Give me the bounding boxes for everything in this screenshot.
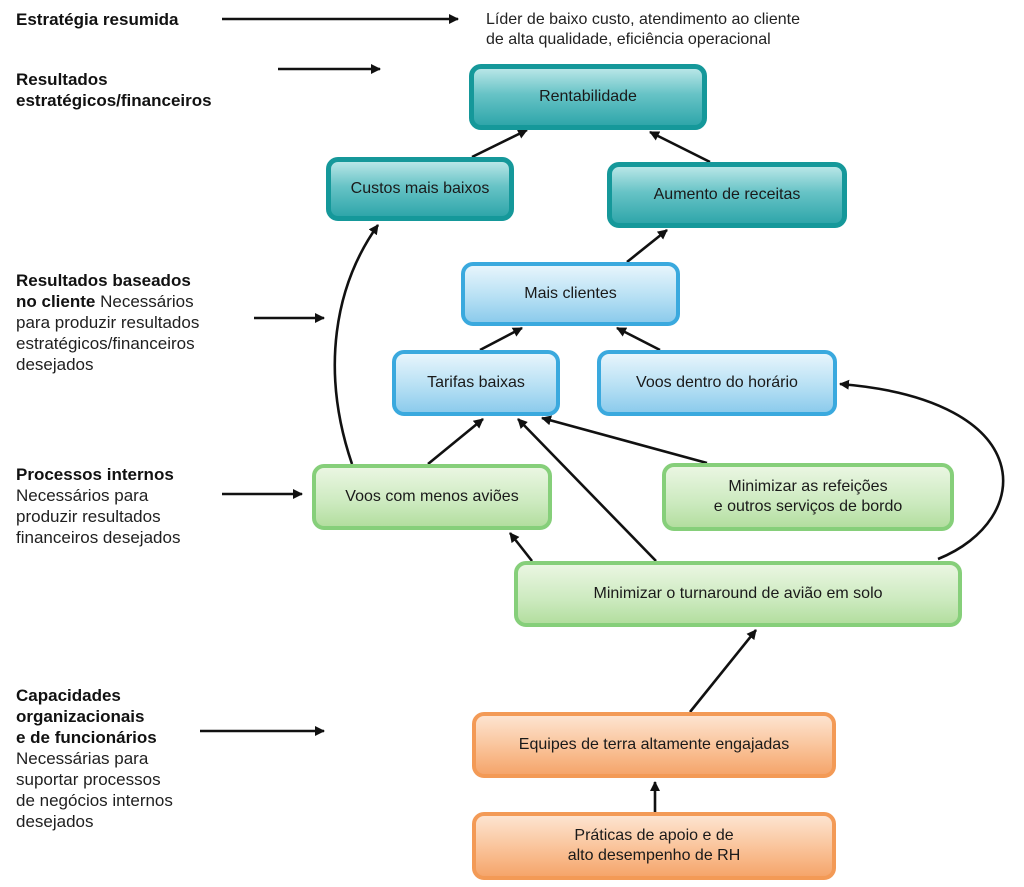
box-equipes-label: Equipes de terra altamente engajadas — [518, 736, 790, 753]
label-internal-title: Processos internos — [16, 465, 174, 484]
arrow-receitas-to-rentabilidade — [650, 132, 710, 162]
label-customer-title: Resultados baseados no cliente — [16, 271, 191, 311]
label-customer-desc: Necessários para produzir resultados estratégicos/financeiros desejados — [16, 292, 200, 374]
box-tarifas-baixas — [392, 350, 560, 416]
label-strategy-title: Estratégia resumida — [16, 10, 179, 29]
box-voos-horario-label: Voos dentro do horário — [636, 374, 798, 391]
label-internal — [16, 464, 180, 548]
label-capabilities-title: Capacidades organizacionais e de funcionários — [16, 686, 157, 747]
box-turnaround-label: Minimizar o turnaround de avião em solo — [593, 585, 883, 602]
strategy-summary: Líder de baixo custo, atendimento ao cliente de alta qualidade, eficiência operacional — [486, 11, 800, 48]
box-custos-mais-baixos — [326, 157, 514, 221]
box-minimizar-refeicoes — [662, 463, 954, 531]
arrow-turnaround-to-menos-avioes — [510, 533, 532, 561]
label-financial — [16, 48, 212, 111]
arrow-menos-avioes-to-tarifas — [428, 419, 483, 464]
box-tarifas-label: Tarifas baixas — [427, 374, 525, 391]
box-mais-clientes — [461, 262, 680, 326]
box-praticas-rh — [472, 812, 836, 880]
box-rentabilidade-label: Rentabilidade — [539, 88, 637, 105]
arrow-equipes-to-turnaround — [690, 630, 756, 712]
box-menos-avioes-label: Voos com menos aviões — [345, 488, 519, 505]
arrow-tarifas-to-clientes — [480, 328, 522, 350]
arrow-horario-to-clientes — [617, 328, 660, 350]
box-rentabilidade — [469, 64, 707, 130]
arrow-refeicoes-to-tarifas — [542, 418, 707, 463]
label-capabilities — [16, 685, 173, 832]
label-internal-desc: Necessários para produzir resultados financeiros desejados — [16, 486, 181, 547]
box-minimizar-turnaround — [514, 561, 962, 627]
arrow-menos-avioes-to-custos — [335, 225, 378, 464]
box-receitas-label: Aumento de receitas — [653, 186, 801, 203]
box-aumento-de-receitas — [607, 162, 847, 228]
label-financial-title: Resultados estratégicos/financeiros — [16, 70, 212, 110]
box-refeicoes-label: Minimizar as refeições e outros serviços de bordo — [713, 478, 903, 515]
box-mais-clientes-label: Mais clientes — [524, 285, 617, 302]
box-equipes-de-terra — [472, 712, 836, 778]
box-praticas-label: Práticas de apoio e de alto desempenho de RH — [567, 827, 741, 864]
arrow-clientes-to-receitas — [627, 230, 667, 262]
label-capabilities-desc: Necessárias para suportar processos de negócios internos desejados — [16, 749, 173, 831]
label-customer — [16, 270, 199, 375]
arrow-custos-to-rentabilidade — [472, 130, 527, 157]
box-voos-com-menos-avioes — [312, 464, 552, 530]
box-voos-dentro-do-horario — [597, 350, 837, 416]
box-custos-label: Custos mais baixos — [350, 180, 490, 197]
label-strategy — [16, 9, 179, 30]
